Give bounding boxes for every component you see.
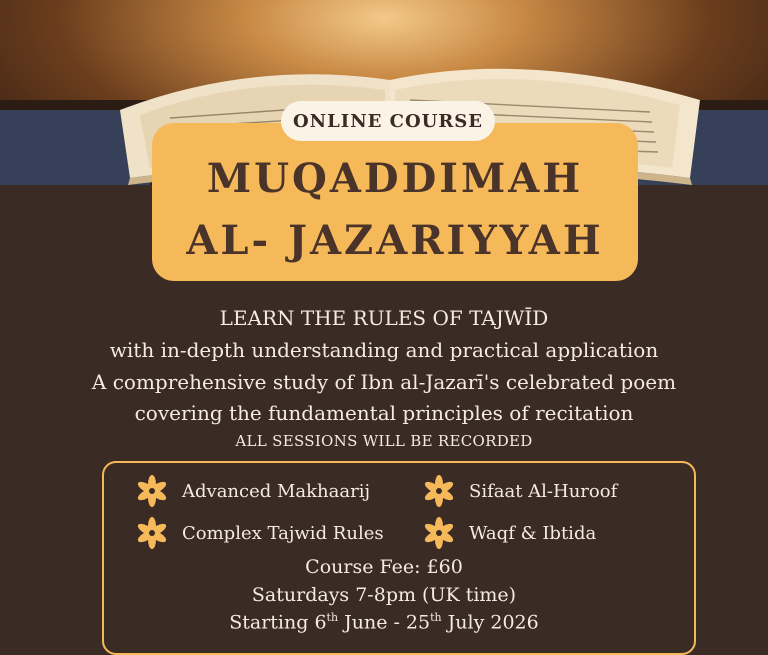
online-course-badge: ONLINE COURSE (281, 101, 495, 141)
flower-icon (136, 475, 168, 507)
course-dates (0, 611, 768, 633)
course-fee: Course Fee: £60 (305, 556, 463, 578)
description-line-2: with in-depth understanding and practical application (109, 338, 659, 362)
feature-item (136, 475, 370, 507)
dates-suffix: July 2026 (441, 611, 539, 634)
flower-icon (136, 517, 168, 549)
feature-label: Complex Tajwid Rules (182, 522, 384, 544)
flower-icon (423, 475, 455, 507)
course-title-box (152, 123, 638, 281)
dates-middle: June - 25 (338, 611, 431, 634)
feature-label: Waqf & Ibtida (469, 522, 597, 544)
description-line-4: covering the fundamental principles of recitation (134, 401, 634, 425)
feature-label: Advanced Makhaarij (182, 480, 371, 502)
dates-prefix: Starting 6 (229, 611, 327, 634)
schedule: Saturdays 7-8pm (UK time) (251, 584, 517, 606)
course-title-line-1: MUQADDIMAH (206, 155, 584, 202)
dates-sup-1: th (326, 611, 339, 624)
description-line-3: A comprehensive study of Ibn al-Jazarī's celebrated poem (91, 370, 677, 394)
course-title-line-2: AL- JAZARIYYAH (186, 217, 604, 264)
description-line-1: LEARN THE RULES OF TAJWĪD (219, 306, 549, 330)
dates-sup-2: th (430, 611, 442, 624)
flower-icon (423, 517, 455, 549)
recorded-note: ALL SESSIONS WILL BE RECORDED (235, 432, 533, 450)
feature-label: Sifaat Al-Huroof (469, 480, 618, 502)
feature-item (423, 517, 596, 549)
feature-item (423, 475, 617, 507)
feature-item (136, 517, 384, 549)
